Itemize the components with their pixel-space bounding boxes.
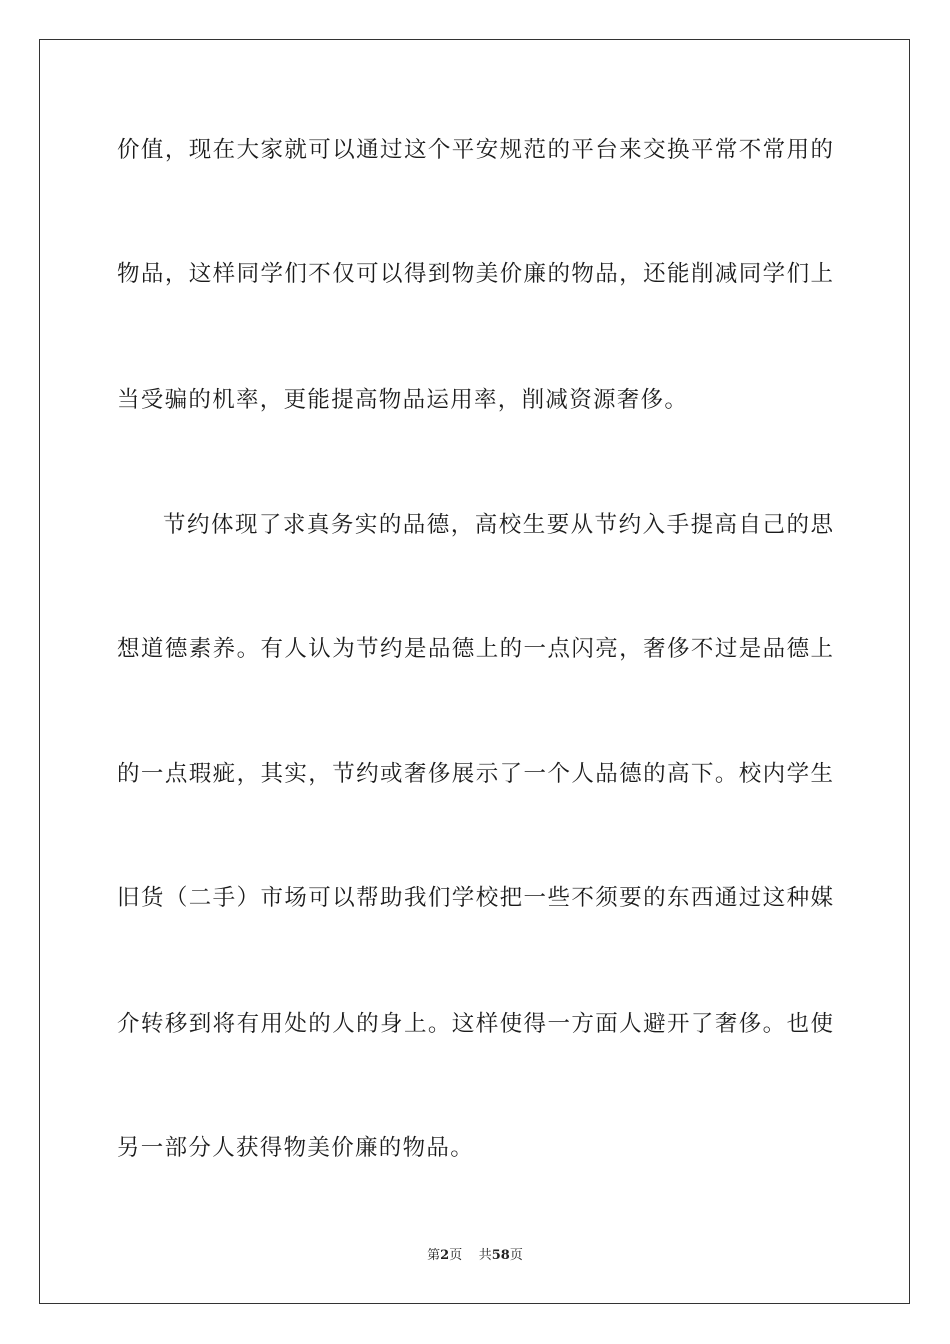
page-prefix: 第 xyxy=(427,1248,441,1263)
body-text-line-6: 的一点瑕疵，其实，节约或奢侈展示了一个人品德的高下。校内学生 xyxy=(117,761,833,787)
total-prefix: 共 xyxy=(478,1248,492,1263)
body-text-line-7: 旧货（二手）市场可以帮助我们学校把一些不须要的东西通过这种媒 xyxy=(117,885,833,911)
paragraph-2-first-line: 节约体现了求真务实的品德，高校生要从节约入手提高自己的思 xyxy=(163,512,833,538)
body-text-line-9: 另一部分人获得物美价廉的物品。 xyxy=(117,1135,475,1161)
body-text-line-3: 当受骗的机率，更能提高物品运用率，削减资源奢侈。 xyxy=(117,387,689,413)
total-pages: 58 xyxy=(491,1248,510,1263)
page-number: 2 xyxy=(440,1248,450,1263)
body-text-line-5: 想道德素养。有人认为节约是品德上的一点闪亮，奢侈不过是品德上 xyxy=(117,636,833,662)
page-footer xyxy=(0,1247,950,1265)
page-suffix: 页 xyxy=(449,1248,463,1263)
body-text-line-8: 介转移到将有用处的人的身上。这样使得一方面人避开了奢侈。也使 xyxy=(117,1011,833,1037)
body-text-line-2: 物品，这样同学们不仅可以得到物美价廉的物品，还能削减同学们上 xyxy=(117,261,833,287)
total-suffix: 页 xyxy=(509,1248,523,1263)
body-text-line-1: 价值，现在大家就可以通过这个平安规范的平台来交换平常不常用的 xyxy=(117,137,833,163)
page-border xyxy=(39,39,910,1304)
